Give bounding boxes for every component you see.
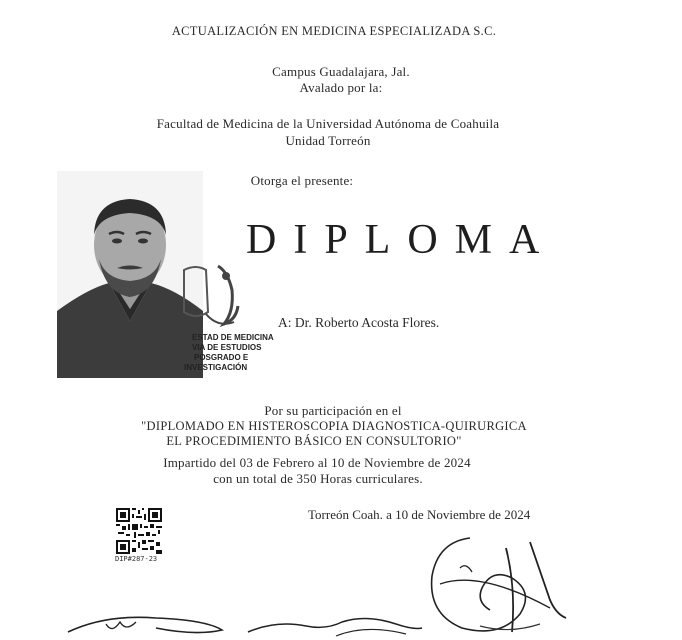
diploma-title: DIPLOMA	[246, 217, 557, 263]
diploma-code: DIP#287-23	[115, 555, 158, 563]
institution-name: ACTUALIZACIÓN EN MEDICINA ESPECIALIZADA S.C.	[171, 24, 497, 38]
seal-emblem-icon	[176, 262, 274, 372]
campus-text: Campus Guadalajara, Jal.	[272, 64, 410, 79]
endorsed-by-text: Avalado por la:	[299, 80, 383, 95]
qr-code	[116, 508, 162, 554]
faculty-unit: Unidad Torreón	[285, 133, 371, 148]
recipient-name: A: Dr. Roberto Acosta Flores.	[278, 315, 440, 330]
course-hours: con un total de 350 Horas curriculares.	[213, 471, 423, 486]
seal-line-1: ESTAD DE MEDICINA	[192, 333, 274, 342]
participation-intro: Por su participación en el	[264, 403, 402, 418]
signature-center	[246, 612, 426, 640]
issue-place-date: Torreón Coah. a 10 de Noviembre de 2024	[308, 507, 531, 522]
signature-right	[410, 528, 580, 640]
course-name-line-2: EL PROCEDIMIENTO BÁSICO EN CONSULTORIO"	[166, 434, 462, 448]
signature-left	[66, 610, 226, 640]
qr-code-icon	[116, 508, 162, 554]
seal-line-3: POSGRADO E	[194, 353, 249, 362]
grants-text: Otorga el presente:	[250, 173, 354, 188]
seal-line-2: VIA DE ESTUDIOS	[192, 343, 262, 352]
course-name-line-1: "DIPLOMADO EN HISTEROSCOPIA DIAGNOSTICA-QUIRURGICA	[141, 419, 527, 433]
course-dates: Impartido del 03 de Febrero al 10 de Noviembre de 2024	[163, 455, 471, 470]
faculty-seal	[176, 262, 274, 372]
seal-line-4: INVESTIGACIÓN	[184, 363, 248, 372]
faculty-name: Facultad de Medicina de la Universidad Autónoma de Coahuila	[156, 116, 500, 131]
